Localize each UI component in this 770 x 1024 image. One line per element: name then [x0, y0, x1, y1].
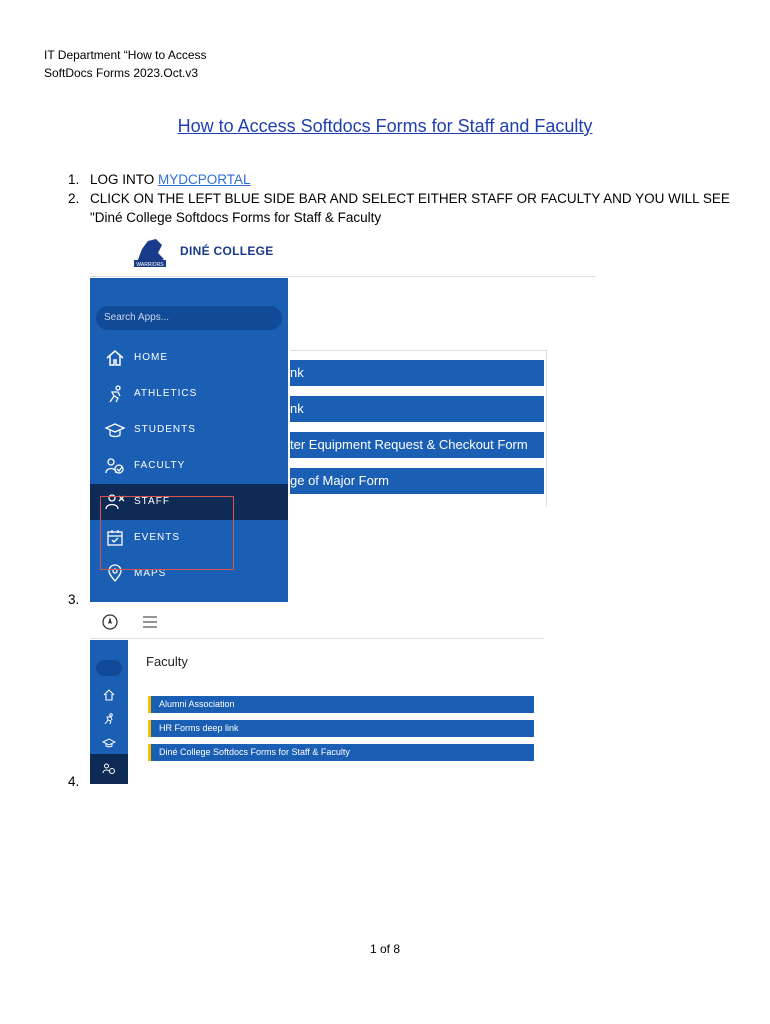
step-2-line-2: "Diné College Softdocs Forms for Staff & Faculty: [90, 210, 382, 225]
nav-faculty-label: FACULTY: [134, 460, 186, 471]
step-1: [90, 170, 251, 189]
header-line-2: SoftDocs Forms 2023.Oct.v3: [44, 66, 199, 80]
svg-text:WARRIORS: WARRIORS: [136, 262, 164, 268]
graduation-cap-icon: [104, 420, 126, 440]
nav-home-label: HOME: [134, 352, 168, 363]
portal-screenshot-2: [90, 606, 544, 784]
app-link-4[interactable]: ge of Major Form: [290, 468, 544, 494]
app-link-1[interactable]: nk: [290, 360, 544, 386]
nav-faculty[interactable]: [90, 448, 288, 484]
portal-topbar: [90, 606, 544, 639]
step-3-number: 3.: [68, 592, 80, 607]
home-icon: [104, 348, 126, 368]
portal-sidebar: [90, 278, 288, 602]
compass-logo-icon: [102, 614, 118, 630]
step-2-line-1: CLICK ON THE LEFT BLUE SIDE BAR AND SELECT EITHER STAFF OR FACULTY AND YOU WILL SEE: [90, 191, 730, 206]
home-icon[interactable]: [102, 688, 116, 702]
nav-maps-label: MAPS: [134, 568, 167, 579]
step-1-number: 1.: [68, 172, 80, 187]
header-line-1: IT Department “How to Access: [44, 48, 207, 62]
link-alumni-association[interactable]: Alumni Association: [148, 696, 534, 713]
faculty-icon: [104, 456, 126, 476]
faculty-staff-highlight: [100, 496, 234, 570]
app-link-2[interactable]: nk: [290, 396, 544, 422]
hamburger-menu-icon[interactable]: [142, 614, 158, 630]
nav-athletics-label: ATHLETICS: [134, 388, 198, 399]
link-hr-forms[interactable]: HR Forms deep link: [148, 720, 534, 737]
warriors-logo-icon: [132, 235, 168, 269]
link-softdocs-forms[interactable]: Diné College Softdocs Forms for Staff & Faculty: [148, 744, 534, 761]
page-title[interactable]: How to Access Softdocs Forms for Staff and Faculty: [177, 116, 593, 136]
step-4-number: 4.: [68, 774, 80, 789]
faculty-page-title: Faculty: [146, 654, 188, 669]
nav-students-label: STUDENTS: [134, 424, 196, 435]
nav-home[interactable]: [90, 340, 288, 376]
portal-screenshot-1: [90, 230, 596, 602]
page-number: 1 of 8: [369, 942, 401, 956]
mydcportal-link[interactable]: MYDCPORTAL: [158, 172, 251, 187]
search-pill[interactable]: [96, 660, 122, 676]
college-logo-text: DINÉ COLLEGE: [180, 244, 274, 258]
app-link-3[interactable]: ter Equipment Request & Checkout Form: [290, 432, 544, 458]
document-header: [44, 46, 207, 82]
portal-header: [90, 230, 596, 277]
nav-staff-label: STAFF: [134, 496, 170, 507]
runner-icon[interactable]: [102, 712, 116, 726]
faculty-icon: [102, 762, 116, 776]
step-2-number: 2.: [68, 191, 80, 206]
nav-events-label: EVENTS: [134, 532, 181, 543]
faculty-active-item[interactable]: [90, 754, 128, 784]
step-1-text: LOG INTO: [90, 172, 159, 187]
runner-icon: [104, 384, 126, 404]
nav-students[interactable]: [90, 412, 288, 448]
graduation-cap-icon[interactable]: [102, 736, 116, 750]
nav-athletics[interactable]: [90, 376, 288, 412]
search-apps-input[interactable]: Search Apps...: [96, 306, 282, 330]
collapsed-sidebar: [90, 640, 128, 784]
